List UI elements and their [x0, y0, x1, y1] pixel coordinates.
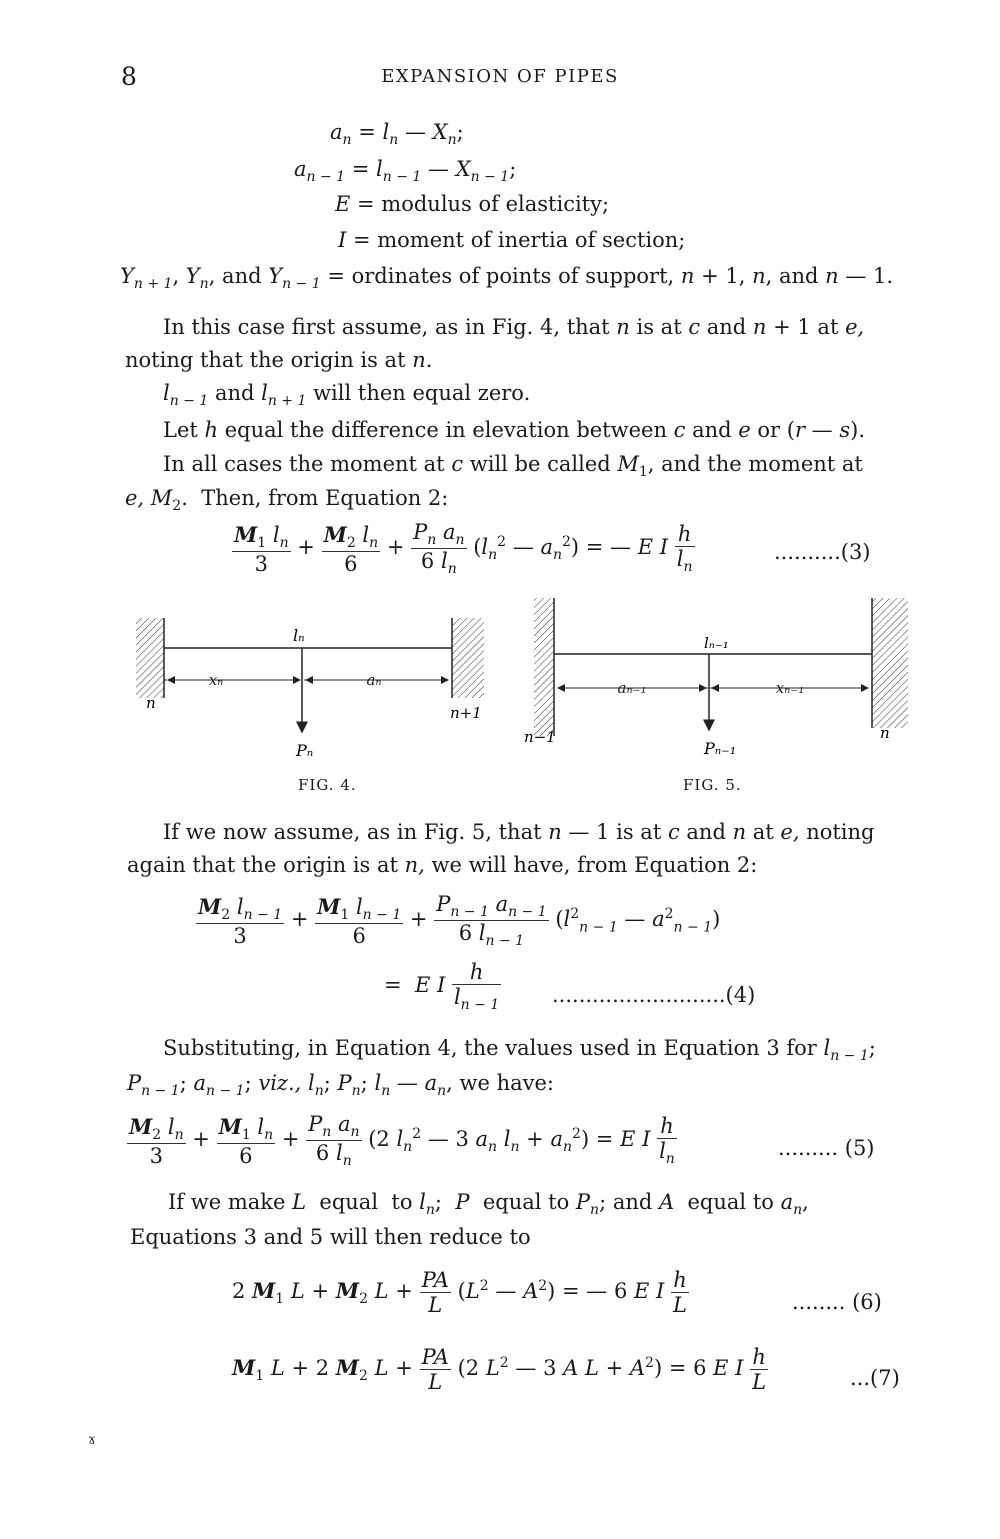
- equation-number: ..........(3): [774, 540, 871, 564]
- fig5-load-label: Pₙ₋₁: [704, 739, 737, 758]
- equation-4-rhs: = E I $\frac{h}{l_{n - 1}}$: [384, 960, 500, 1014]
- fig5-left-support: n−1: [524, 728, 556, 746]
- equation-number: ...(7): [850, 1366, 900, 1390]
- equation-number: ..........................(4): [552, 983, 756, 1007]
- figure-4: [136, 618, 484, 760]
- fig5-span-label: lₙ₋₁: [704, 634, 729, 652]
- equation-5: $\frac{M_2 l_n}{3}$ + $\frac{M_1 l_n}{6}$ + $\frac{P_n a_n}{6 l_n}$ (2 $l_n^2$ — 3 $a_n$ $l_n + a_n^2) = E$ I $\frac{h}{l_n}$: [129, 1112, 675, 1170]
- figure-5: [524, 598, 908, 758]
- definition-line: $a_{n - 1} = l_{n - 1}$ — $X_{n - 1}$;: [294, 157, 517, 186]
- paragraph: If we now assume, as in Fig. 5, that n — 1 is at c and n at e, noting: [163, 820, 875, 844]
- paragraph: Substituting, in Equation 4, the values used in Equation 3 for $l_{n - 1}$;: [163, 1036, 876, 1065]
- fig5-right-wall: [872, 598, 908, 728]
- fig4-span-label: lₙ: [293, 626, 305, 645]
- definition-line: $Y_{n + 1}$, $Y_n$, and $Y_{n - 1}$ = ordinates of points of support, n + 1, n, and n — 1.: [120, 264, 894, 293]
- equation-4: $\frac{M_2 l_{n - 1}}{3}$ + $\frac{M_1 l_{n - 1}}{6}$ + $\frac{P_{n - 1} a_{n - 1}}{6 l_{n - 1}}$ ($l^2_{n - 1}$ — $a^2_{n - 1}$): [198, 892, 721, 950]
- running-title: EXPANSION OF PIPES: [381, 66, 619, 87]
- paragraph: Let h equal the difference in elevation between c and e or (r — s).: [163, 418, 865, 442]
- fig4-left-wall: [136, 618, 164, 698]
- paragraph: If we make L equal to $l_n$; P equal to $P_n$; and A equal to $a_n$,: [168, 1190, 809, 1219]
- fig4-left-support: n: [146, 694, 156, 712]
- fig5-right-support: n: [880, 724, 890, 742]
- paragraph: noting that the origin is at n.: [125, 348, 433, 372]
- margin-mark: ɤ: [88, 1432, 96, 1448]
- figures: [120, 590, 940, 805]
- equation-7: $M_1$ L + 2 $M_2$ L + $\frac{PA}{L}$ (2 $L^2$ — 3 A $L + A^2) = 6$ E I $\frac{h}{L}$: [232, 1345, 767, 1394]
- fig4-left-seg: xₙ: [208, 671, 224, 689]
- fig4-caption: FIG. 4.: [298, 776, 357, 794]
- paragraph: $P_{n - 1}$; $a_{n - 1}$; viz., $l_n$; $P_n$; $l_n$ — $a_n$, we have:: [127, 1071, 554, 1100]
- paragraph: e, $M_2$. Then, from Equation 2:: [125, 486, 449, 515]
- paragraph: Equations 3 and 5 will then reduce to: [130, 1225, 531, 1249]
- paragraph: $l_{n - 1}$ and $l_{n + 1}$ will then equal zero.: [163, 381, 531, 410]
- fig4-right-support: n+1: [450, 704, 482, 722]
- equation-3: $\frac{M_1 l_n}{3}$ + $\frac{M_2 l_n}{6}$ + $\frac{P_n a_n}{6 l_n}$ ($l_n^2$ — $a_n^2$) = — E I $\frac{h}{l_n}$: [234, 520, 693, 578]
- page-number: 8: [121, 62, 137, 91]
- equation-number: ........ (6): [792, 1290, 882, 1314]
- fig5-caption: FIG. 5.: [683, 776, 742, 794]
- definition-line: E = modulus of elasticity;: [335, 192, 610, 216]
- fig4-load-label: Pₙ: [296, 741, 314, 760]
- paragraph: In all cases the moment at c will be called $M_1$, and the moment at: [163, 452, 863, 481]
- fig5-right-seg: xₙ₋₁: [775, 679, 805, 697]
- equation-number: ......... (5): [778, 1136, 875, 1160]
- paragraph: In this case first assume, as in Fig. 4, that n is at c and n + 1 at e,: [163, 315, 865, 339]
- fig4-right-wall: [452, 618, 484, 698]
- fig4-right-seg: aₙ: [366, 671, 382, 689]
- fig5-left-wall: [534, 598, 554, 736]
- definition-line: I = moment of inertia of section;: [338, 228, 686, 252]
- fig5-left-seg: aₙ₋₁: [617, 679, 647, 697]
- definition-line: $a_n = l_n$ — $X_n$;: [330, 120, 464, 149]
- paragraph: again that the origin is at n, we will have, from Equation 2:: [127, 853, 758, 877]
- equation-6: 2 $M_1$ $L + M_2$ L + $\frac{PA}{L}$ ($L^2$ — $A^2$) = — 6 E I $\frac{h}{L}$: [232, 1268, 687, 1317]
